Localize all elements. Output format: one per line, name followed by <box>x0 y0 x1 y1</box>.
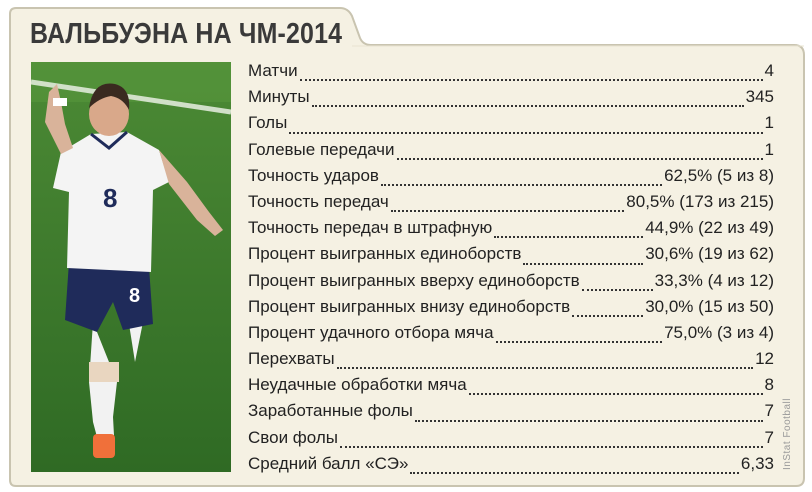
stat-row <box>248 454 774 480</box>
stat-row <box>248 271 774 297</box>
stats-list <box>248 61 774 480</box>
player-illustration <box>31 62 231 472</box>
dot-leader <box>494 236 643 238</box>
shorts-number: 8 <box>129 285 141 307</box>
stat-value: 6,33 <box>740 453 774 473</box>
stat-row <box>248 401 774 427</box>
dot-leader <box>300 79 763 81</box>
stat-label: Точность передач в штрафную <box>248 218 493 238</box>
dot-leader <box>582 289 653 291</box>
stat-label: Точность ударов <box>248 165 379 185</box>
stat-row <box>248 192 774 218</box>
dot-leader <box>415 420 763 422</box>
stat-row <box>248 244 774 270</box>
stat-label: Процент выигранных внизу единоборств <box>248 296 571 316</box>
stat-label: Заработанные фолы <box>248 401 413 421</box>
stat-label: Средний балл «СЭ» <box>248 453 409 473</box>
dot-leader <box>410 472 738 474</box>
stat-label: Свои фолы <box>248 427 338 447</box>
stat-value: 30,0% (15 из 50) <box>645 296 774 316</box>
stat-row <box>248 218 774 244</box>
stat-value: 7 <box>764 401 774 421</box>
dot-leader <box>337 367 753 369</box>
dot-leader <box>523 263 643 265</box>
stat-label: Процент выигранных вверху единоборств <box>248 270 580 290</box>
stat-label: Голевые передачи <box>248 139 395 159</box>
stat-value: 12 <box>755 349 774 369</box>
dot-leader <box>340 446 763 448</box>
stat-row <box>248 375 774 401</box>
stat-value: 33,3% (4 из 12) <box>654 270 774 290</box>
stat-row <box>248 166 774 192</box>
page-title: ВАЛЬБУЭНА НА ЧМ-2014 <box>30 18 343 50</box>
source-watermark: InStat Football <box>782 398 793 470</box>
stat-row <box>248 323 774 349</box>
stat-row <box>248 87 774 113</box>
stat-value: 1 <box>764 113 774 133</box>
stat-label: Процент удачного отбора мяча <box>248 322 494 342</box>
dot-leader <box>469 393 763 395</box>
player-photo <box>31 62 231 472</box>
stat-value: 1 <box>764 139 774 159</box>
stat-label: Точность передач <box>248 191 389 211</box>
stat-row <box>248 428 774 454</box>
stat-row <box>248 113 774 139</box>
stat-label: Матчи <box>248 61 298 80</box>
dot-leader <box>496 341 663 343</box>
stat-value: 80,5% (173 из 215) <box>626 191 774 211</box>
stat-row <box>248 297 774 323</box>
stat-value: 7 <box>764 427 774 447</box>
stat-row <box>248 140 774 166</box>
stat-label: Голы <box>248 113 288 133</box>
shirt-number: 8 <box>103 183 118 213</box>
dot-leader <box>289 132 762 134</box>
dot-leader <box>391 210 625 212</box>
stat-value: 345 <box>745 87 774 107</box>
stat-label: Минуты <box>248 87 310 107</box>
stat-value: 62,5% (5 из 8) <box>664 165 774 185</box>
dot-leader <box>381 184 662 186</box>
stat-row <box>248 61 774 87</box>
stat-value: 30,6% (19 из 62) <box>645 244 774 264</box>
stat-value: 44,9% (22 из 49) <box>645 218 774 238</box>
dot-leader <box>397 158 763 160</box>
stat-value: 8 <box>764 375 774 395</box>
dot-leader <box>572 315 643 317</box>
stat-label: Процент выигранных единоборств <box>248 244 522 264</box>
stat-label: Перехваты <box>248 349 335 369</box>
stat-value: 75,0% (3 из 4) <box>664 322 774 342</box>
stat-value: 4 <box>764 61 774 80</box>
stat-label: Неудачные обработки мяча <box>248 375 467 395</box>
stat-row <box>248 349 774 375</box>
dot-leader <box>312 105 744 107</box>
